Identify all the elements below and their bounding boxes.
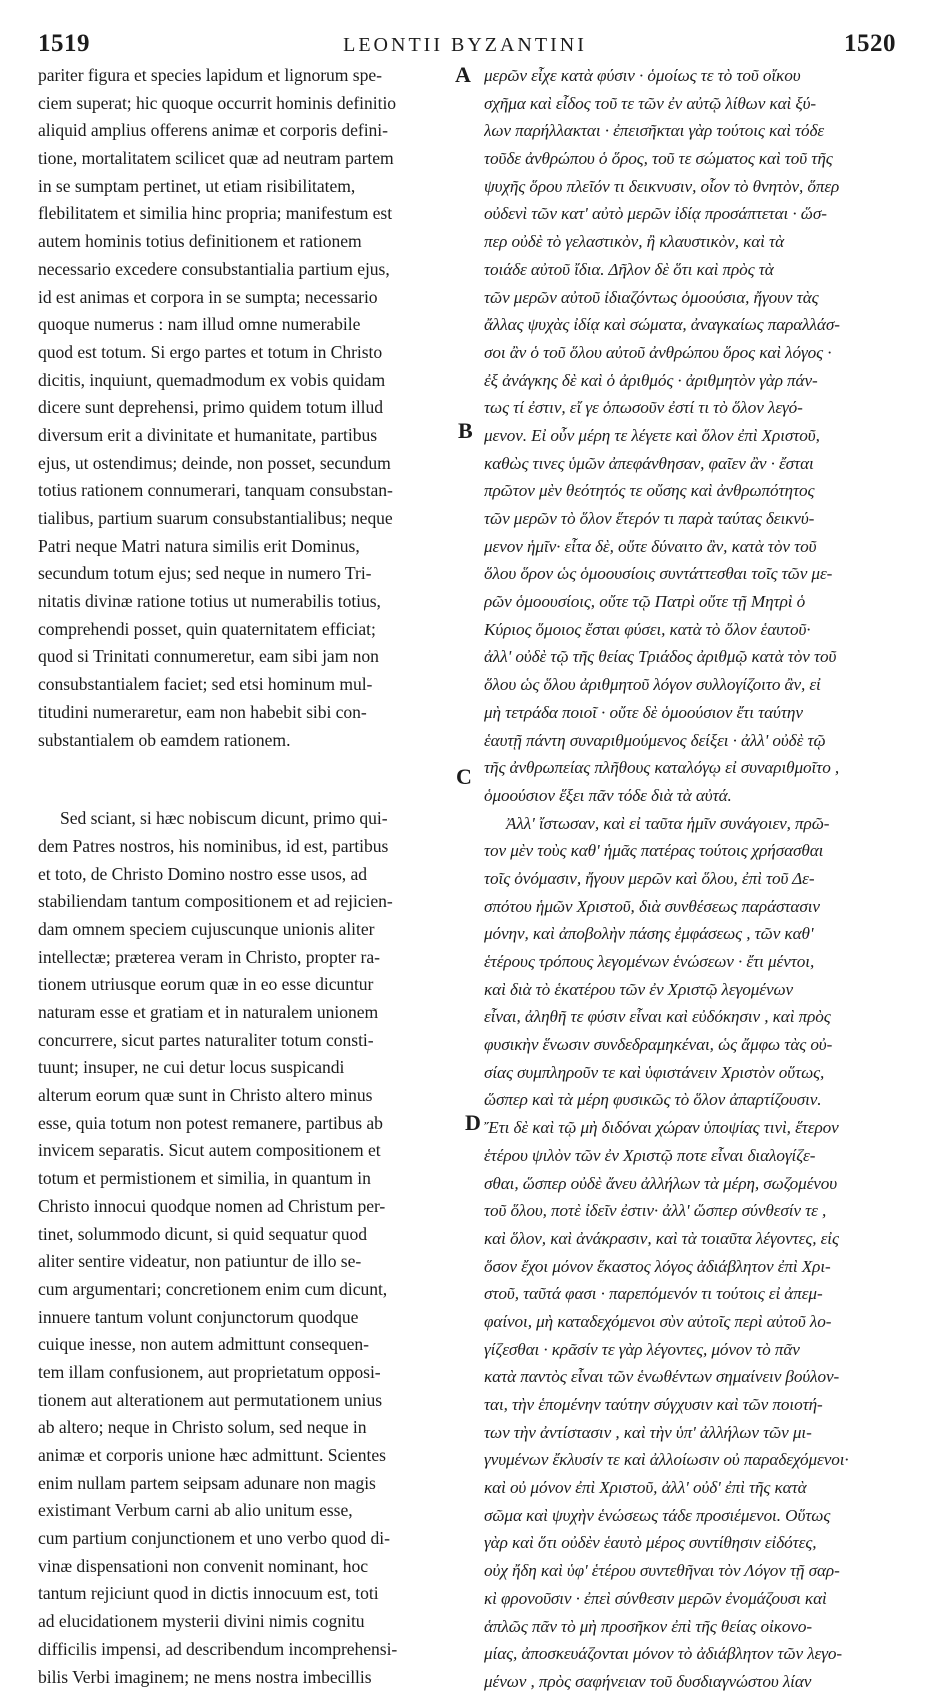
text-line: μενον ἡμῖν· εἶτα δὲ, οὔτε δύναιτο ἂν, κατὰ τὸν τοῦ: [484, 536, 817, 556]
text-line: περ οὐδὲ τὸ γελαστικὸν, ἢ κλαυστικὸν, καὶ τὰ: [484, 232, 785, 252]
text-line: Sed sciant, si hæc nobiscum dicunt, primo qui-: [60, 808, 388, 829]
text-line: σθαι, ὥσπερ οὐδὲ ἄνευ ἀλλήλων τὰ μέρη, σωζομένου: [484, 1173, 838, 1193]
text-line: των τὴν ἀντίστασιν , καὶ τὴν ὑπ' ἀλλήλων τῶν μι-: [484, 1422, 812, 1442]
text-line: quod est totum. Si ergo partes et totum in Christo: [38, 341, 383, 362]
text-line: consubstantialem faciet; sed etsi hominum mul-: [38, 674, 373, 695]
text-line: λων παρήλλακται · ἐπεισῆκται γὰρ τούτοις καὶ τόδε: [484, 121, 825, 141]
text-line: dicitis, inquiunt, quemadmodum ex vobis quidam: [38, 369, 386, 390]
text-line: tione, mortalitatem scilicet quæ ad neutram partem: [38, 148, 394, 169]
text-line: σῶμα καὶ ψυχὴν ἑνώσεως τάδε προσιέμενοι. Οὕτως: [484, 1505, 831, 1525]
text-line: difficilis impensi, ad describendum incomprehensi-: [38, 1638, 398, 1659]
text-line: nitatis divinæ ratione totius ut numerabilis totius,: [38, 591, 381, 612]
text-line: secundum totum ejus; sed neque in numero Tri-: [38, 563, 372, 584]
text-line: ad elucidationem mysterii divini nimis cognitu: [38, 1611, 365, 1632]
text-line: σίας συμπληροῦν τε καὶ ὑφιστάνειν Χριστὸν οὕτως,: [484, 1062, 825, 1082]
text-line: dam omnem speciem cujuscunque unionis aliter: [38, 918, 375, 939]
text-line: ὅσον ἔχοι μόνον ἕκαστος λόγος ἀδιάβλητον ἐπὶ Χρι-: [484, 1256, 831, 1276]
text-line: totum et permistionem et similia, in quantum in: [38, 1168, 371, 1189]
text-line: κατὰ παντὸς εἶναι τῶν ἑνωθέντων σημαίνειν βούλον-: [484, 1367, 840, 1387]
text-line: aliter sentire videatur, non patiuntur de illo se-: [38, 1251, 362, 1272]
margin-letter-b: B: [458, 418, 473, 443]
latin-paragraph-2: [38, 805, 453, 1691]
text-line: γίζεσθαι · κρᾶσίν τε γὰρ λέγοντες, μόνον τὸ πᾶν: [484, 1339, 800, 1359]
text-line: τῆς ἀνθρωπείας πλῆθους καταλόγῳ εἰ συναριθμοῖτο ,: [484, 758, 840, 778]
text-line: animæ et corporis unione hæc admittunt. Scientes: [38, 1445, 386, 1465]
text-line: ὥσπερ καὶ τὰ μέρη φυσικῶς τὸ ὅλον ἀπαρτίζουσιν.: [484, 1090, 822, 1110]
text-line: tinet, solummodo dicunt, si quid sequatur quod: [38, 1223, 368, 1244]
page-header: [0, 24, 930, 58]
text-line: tionem utriusque eorum quæ in eo esse dicuntur: [38, 974, 374, 995]
text-line: dicere sunt deprehensi, primo quidem totum illud: [38, 397, 384, 418]
text-line: καὶ οὐ μόνον ἐπὶ Χριστοῦ, ἀλλ' οὐδ' ἐπὶ τῆς κατὰ: [484, 1478, 807, 1498]
text-line: φυσικὴν ἕνωσιν συνδεδραμηκέναι, ὡς ἄμφω τὰς οὐ-: [484, 1035, 833, 1055]
text-line: σχῆμα καὶ εἶδος τοῦ τε τῶν ἐν αὐτῷ λίθων καὶ ξύ-: [484, 93, 817, 113]
text-line: μὴ τετράδα ποιοῖ · οὔτε δὲ ὁμοούσιον ἔτι ταύτην: [484, 702, 803, 722]
greek-paragraph-1: [484, 62, 894, 810]
text-line: καθὼς τινες ὑμῶν ἀπεφάνθησαν, φαῖεν ἂν · ἔσται: [484, 453, 814, 473]
text-line: τως τί ἐστιν, εἴ γε ὁπωσοῦν ἐστί τι τὸ ὅλον λεγό-: [484, 398, 803, 418]
text-line: titudini numeraretur, eam non habebit sibi con-: [38, 701, 367, 722]
text-line: in se sumptam pertinet, ut etiam risibilitatem,: [38, 175, 356, 196]
running-title: LEONTII BYZANTINI: [343, 34, 587, 56]
text-line: σπότου ἡμῶν Χριστοῦ, διὰ συνθέσεως παράστασιν: [484, 896, 820, 916]
text-line: vinæ dispensationi non convenit nominant, hoc: [38, 1555, 369, 1576]
text-line: τῶν μερῶν τὸ ὅλον ἕτερόν τι παρὰ ταύτας δεικνύ-: [484, 509, 815, 528]
text-line: naturam esse et gratiam et in naturalem unionem: [38, 1002, 379, 1022]
text-line: Ἀλλ' ἴστωσαν, καὶ εἰ ταῦτα ἡμῖν συνάγοιεν, πρῶ-: [506, 813, 830, 833]
text-line: tem illam confusionem, aut proprietatum opposi-: [38, 1361, 381, 1382]
text-line: ὅλου ὡς ὅλου ἀριθμητοῦ λόγον συλλογίζοιτο ἂν, εἰ: [484, 675, 821, 695]
text-line: pariter figura et species lapidum et lignorum spe-: [38, 65, 382, 85]
latin-paragraph-1: [38, 62, 453, 754]
text-line: καὶ ὅλον, καὶ ἀνάκρασιν, καὶ τὰ τοιαῦτα λέγοντες, εἰς: [484, 1228, 839, 1248]
text-line: Patri neque Matri natura similis erit Dominus,: [38, 535, 360, 556]
text-line: κὶ φρονοῦσιν · ἐπεὶ σύνθεσιν μερῶν ἐνομάζουσι καὶ: [484, 1588, 827, 1608]
text-line: flebilitatem et similia hinc propria; manifestum est: [38, 203, 393, 224]
text-line: innuere tantum volunt conjunctorum quodque: [38, 1306, 359, 1327]
text-line: quoque numerus : nam illud omne numerabile: [38, 314, 361, 335]
text-line: tantum rejiciunt quod in dictis innocuum est, toti: [38, 1583, 379, 1604]
page-number-right: 1520: [844, 30, 896, 57]
text-line: φαίνοι, μὴ καταδεχόμενοι σὺν αὐτοῖς περὶ αὐτοῦ λο-: [484, 1311, 832, 1331]
text-line: τῶν μερῶν αὐτοῦ ἰδιαζόντως ὁμοούσια, ἤγουν τὰς: [484, 287, 819, 307]
text-line: εἶναι, ἀληθῆ τε φύσιν εἶναι καὶ εὐδόκησιν , καὶ πρὸς: [484, 1007, 831, 1027]
text-line: Κύριος ὅμοιος ἔσται φύσει, κατὰ τὸ ὅλον ἑαυτοῦ·: [484, 619, 811, 639]
text-line: ὅλου ὅρον ὡς ὁμοουσίοις συντάττεσθαι τοῖς τῶν με-: [484, 564, 833, 584]
text-line: intellectæ; præterea veram in Christo, propter ra-: [38, 946, 380, 967]
text-line: τον μὲν τοὺς καθ' ἡμᾶς πατέρας τούτοις χρήσασθαι: [484, 841, 824, 861]
margin-letter-d: D: [465, 1110, 481, 1135]
text-line: substantialem ob eamdem rationem.: [38, 729, 291, 750]
text-line: tialibus, partium suarum consubstantialibus; neque: [38, 508, 393, 528]
text-line: bilis Verbi imaginem; ne mens nostra imbecillis: [38, 1666, 372, 1687]
paragraph-gap: [38, 754, 453, 805]
text-line: πρῶτον μὲν θεότητός τε οὔσης καὶ ἀνθρωπότητος: [484, 481, 815, 501]
greek-paragraph-2: [484, 810, 894, 1696]
text-line: τοῦ ὅλου, ποτὲ ἰδεῖν ἐστιν· ἀλλ' ὥσπερ σύνθεσίν τε ,: [484, 1201, 827, 1221]
text-line: cum partium conjunctionem et uno verbo quod di-: [38, 1528, 390, 1549]
text-line: τοιάδε αὐτοῦ ἴδια. Δῆλον δὲ ὅτι καὶ πρὸς τὰ: [484, 259, 774, 279]
text-line: aliquid amplius offerens animæ et corporis defini-: [38, 120, 388, 141]
text-line: ἑτέρους τρόπους λεγομένων ἑνώσεων · ἔτι μέντοι,: [484, 952, 815, 971]
text-line: γνυμένων ἔκλυσίν τε καὶ ἀλλοίωσιν οὐ παραδεχόμενοι·: [484, 1450, 849, 1470]
text-line: μενον. Εἰ οὖν μέρη τε λέγετε καὶ ὅλον ἐπὶ Χριστοῦ,: [484, 425, 820, 445]
latin-column: [38, 62, 453, 1691]
text-line: Christo innocui quodque nomen ad Christum per-: [38, 1195, 386, 1216]
text-line: μίας, ἀποσκευάζονται μόνον τὸ ἀδιάβλητον τῶν λεγο-: [484, 1644, 843, 1664]
text-line: invicem separatis. Sicut autem compositionem et: [38, 1140, 381, 1161]
text-line: ἑτέρου ψιλὸν τῶν ἐν Χριστῷ ποτε εἶναι διαλογίζε-: [484, 1145, 816, 1165]
text-line: ejus, ut ostendimus; deinde, non posset, secundum: [38, 452, 391, 473]
text-line: alterum eorum quæ sunt in Christo altero minus: [38, 1085, 373, 1106]
text-line: ἄλλας ψυχὰς ἰδίᾳ καὶ σώματα, ἀναγκαίως παραλλάσ-: [484, 315, 840, 335]
text-line: ται, τὴν ἑπομένην ταύτην σύγχυσιν καὶ τῶν ποιοτή-: [484, 1395, 823, 1414]
text-line: Ἔτι δὲ καὶ τῷ μὴ διδόναι χώραν ὑποψίας τινὶ, ἕτερον: [484, 1118, 839, 1138]
text-line: cum argumentari; concretionem enim cum dicunt,: [38, 1278, 388, 1299]
text-line: ἀλλ' οὐδὲ τῷ τῆς θείας Τριάδος ἀριθμῷ κατὰ τὸν τοῦ: [484, 647, 837, 667]
text-line: ὁμοούσιον ἕξει πᾶν τόδε διὰ τὰ αὐτά.: [484, 785, 732, 805]
text-line: οὐχ ἤδη καὶ ὑφ' ἑτέρου συντεθῆναι τὸν Λόγον τῇ σαρ-: [484, 1561, 840, 1581]
text-line: μένων , πρὸς σαφήνειαν τοῦ δυσδιαγνώστου λίαν: [484, 1671, 812, 1691]
text-line: concurrere, sicut partes naturaliter totum consti-: [38, 1029, 374, 1050]
text-line: stabiliendam tantum compositionem et ad rejicien-: [38, 891, 393, 912]
text-line: quod si Trinitati connumeretur, eam sibi jam non: [38, 646, 379, 667]
greek-column: [484, 62, 894, 1696]
text-line: id est animas et corpora in se sumpta; necessario: [38, 286, 378, 307]
text-line: ψυχῆς ὅρου πλεῖόν τι δεικνυσιν, οἷον τὸ θνητὸν, ὅπερ: [484, 176, 840, 196]
text-line: cuique inesse, non autem admittunt consequen-: [38, 1334, 369, 1355]
text-line: esse, quia totum non potest remanere, partibus ab: [38, 1112, 383, 1133]
text-line: ρῶν ὁμοουσίοις, οὔτε τῷ Πατρὶ οὔτε τῇ Μητρὶ ὁ: [484, 592, 806, 612]
text-line: comprehendi posset, quin quaternitatem efficiat;: [38, 618, 376, 639]
text-line: καὶ διὰ τὸ ἑκατέρου τῶν ἐν Χριστῷ λεγομένων: [484, 979, 794, 999]
text-line: totius rationem connumerari, tanquam consubstan-: [38, 480, 393, 501]
text-line: ἑαυτῇ πάντη συναριθμούμενος δείξει · ἀλλ' οὐδὲ τῷ: [484, 730, 826, 750]
text-line: ἁπλῶς πᾶν τὸ μὴ προσῆκον ἐπὶ τῆς θείας οἰκονο-: [484, 1616, 813, 1636]
text-line: ἐξ ἀνάγκης δὲ καὶ ὁ ἀριθμός · ἀριθμητὸν γὰρ πάν-: [484, 370, 818, 390]
text-line: tionem aut alterationem aut permutationem unius: [38, 1389, 383, 1410]
text-line: et toto, de Christo Domino nostro esse usos, ad: [38, 863, 367, 884]
text-line: μερῶν εἶχε κατὰ φύσιν · ὁμοίως τε τὸ τοῦ οἴκου: [484, 66, 801, 85]
text-line: tuunt; insuper, ne cui detur locus suspicandi: [38, 1057, 345, 1078]
text-line: τοῦδε ἀνθρώπου ὁ ὅρος, τοῦ τε σώματος καὶ τοῦ τῆς: [484, 149, 833, 169]
text-line: ab altero; neque in Christo solum, sed neque in: [38, 1417, 367, 1438]
text-line: dem Patres nostros, his nominibus, id est, partibus: [38, 835, 389, 856]
text-line: τοῖς ὀνόμασιν, ἤγουν μερῶν καὶ ὅλου, ἐπὶ τοῦ Δε-: [484, 868, 815, 888]
text-line: γὰρ καὶ ὅτι οὐδὲν ἑαυτὸ μέρος συντίθησιν εἰδότες,: [484, 1533, 817, 1553]
text-line: ciem superat; hic quoque occurrit hominis definitio: [38, 92, 397, 113]
margin-letter-c: C: [456, 764, 472, 789]
text-line: autem hominis totius definitionem et rationem: [38, 231, 362, 252]
text-line: μόνην, καὶ ἀποβολὴν πάσης ἐμφάσεως , τῶν καθ': [484, 924, 814, 944]
page-number-left: 1519: [38, 30, 90, 57]
text-line: enim nullam partem seipsam adunare non magis: [38, 1472, 376, 1493]
text-line: σοι ἂν ὁ τοῦ ὅλου αὐτοῦ ἀνθρώπου ὅρος καὶ λόγος ·: [484, 342, 832, 362]
text-line: diversum erit a divinitate et humanitate, partibus: [38, 424, 378, 445]
text-line: existimant Verbum carni ab alio unitum esse,: [38, 1500, 353, 1521]
text-line: necessario excedere consubstantialia partium ejus,: [38, 258, 390, 279]
text-line: οὐδενὶ τῶν κατ' αὐτὸ μερῶν ἰδίᾳ προσάπτεται · ὥσ-: [484, 204, 827, 224]
margin-letter-a: A: [455, 62, 471, 87]
text-line: στοῦ, ταῦτά φασι · παρεπόμενόν τι τούτοις εἰ ἀπεμ-: [484, 1284, 823, 1304]
